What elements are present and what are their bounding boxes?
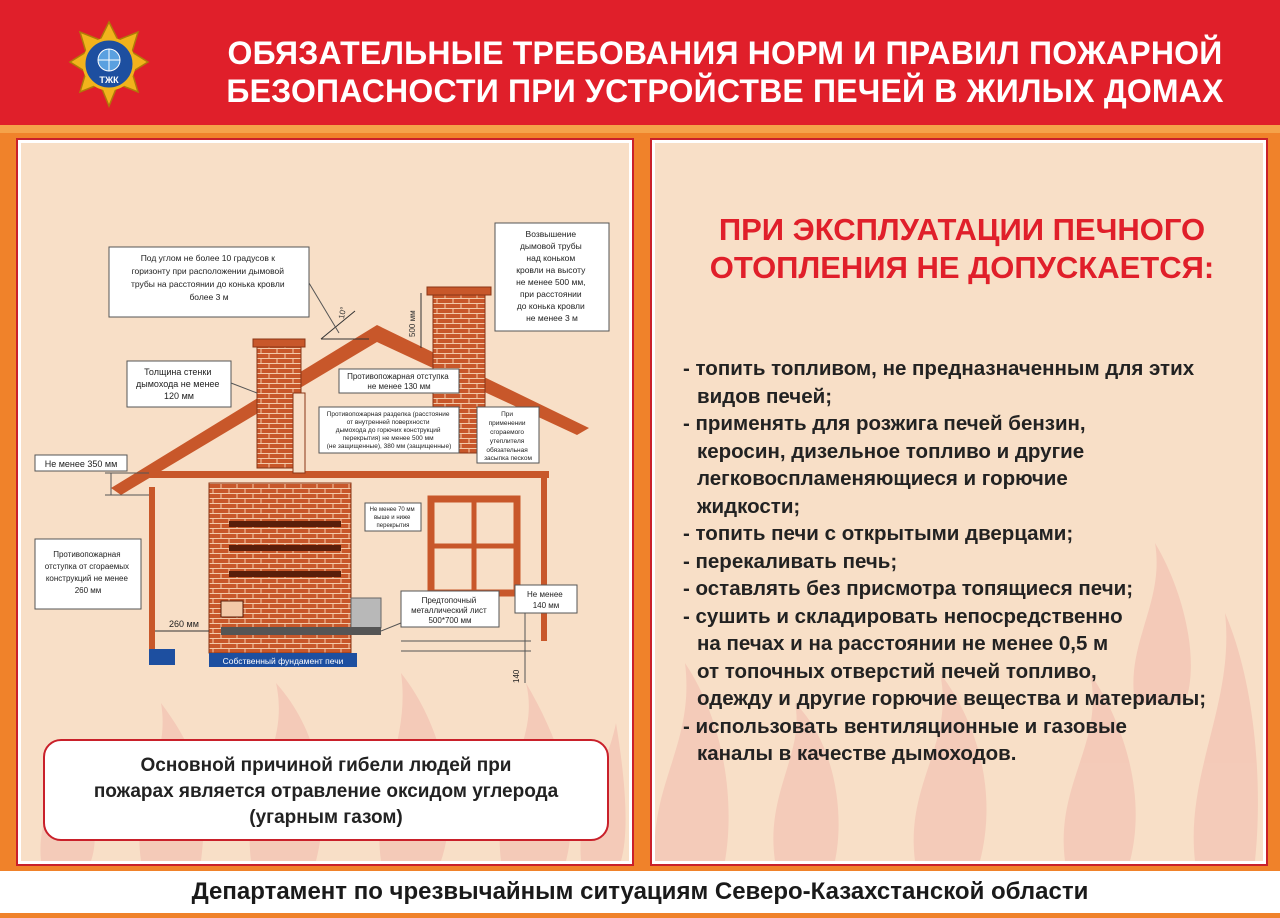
svg-text:Возвышение дымовой тру: Возвышение дымовой трубы над коньком кровли на высоту не менее 500 мм, при расстоянии до конька кровли не менее 3 м [516,229,586,323]
prohibited-heading-line: ОТОПЛЕНИЯ НЕ ДОПУСКАЕТСЯ: [709,250,1215,285]
header-banner [0,0,1280,125]
prohibited-actions-list [683,355,1263,768]
emergency-emblem-logo [68,20,150,112]
metal-sheet [221,627,381,635]
callout-min-350 [35,455,149,495]
list-item: - оставлять без присмотра топящиеся печи; [683,577,1134,600]
prohibited-heading-line: ПРИ ЭКСПЛУАТАЦИИ ПЕЧНОГО [718,212,1206,247]
list-item: - использовать вентиляционные и газовые каналы в качестве дымоходов. [683,714,1127,765]
svg-text:Противопожарная отступка: Противопожарная отступка не менее 130 мм [347,372,449,391]
svg-text:Под углом не более 10 градусов: Под углом не более 10 градусов к горизонту при расположении дымовой трубы на расстоянии до конька кровли более 3 м [131,253,285,302]
svg-text:Не менее 350 мм: Не менее 350 мм [44,459,118,469]
svg-text:Не менее 70 мм выше и: Не менее 70 мм выше и ниже перекрытия [369,507,415,529]
callout-wall-thickness [127,361,257,407]
footer-department: Департамент по чрезвычайным ситуациям Северо-Казахстанской области [0,871,1280,913]
ceiling-beam [149,471,549,478]
svg-text:Не менее 140 мм: Не менее 140 мм [527,590,563,610]
angle-value: 10° [337,306,349,320]
list-item: - перекаливать печь; [683,549,898,573]
stove-chimney-diagram [21,143,629,703]
list-item: - топить печи с открытыми дверцами; [683,522,1074,545]
callout-metal-sheet [381,591,499,631]
carbon-monoxide-warning [43,739,609,841]
house-window [431,499,517,593]
house-wall [541,471,547,641]
svg-text:Толщина стенки дымоход: Толщина стенки дымохода не менее 120 мм [136,367,220,401]
footer-strip [0,913,1280,918]
wall-foundation [149,649,175,665]
list-item: - сушить и складировать непосредственно на печах и на расстоянии не менее 0,5 м от топочных отверстий печей топливо, одежду и другие горючие вещества и материалы; [683,604,1207,710]
prohibited-actions-panel [652,140,1266,864]
stove-door [221,601,243,617]
warning-line: пожарах является отравление оксидом углерода [93,781,559,802]
stove-step [351,598,381,628]
callout-insulation [477,407,539,463]
warning-line: Основной причиной гибели людей при [140,755,512,776]
callout-chimney-rise [495,223,609,331]
callout-roof-clearance [339,369,459,393]
dim-140: 140 [512,669,521,683]
page-title-line: ОБЯЗАТЕЛЬНЫЕ ТРЕБОВАНИЯ НОРМ И ПРАВИЛ ПОЖАРНОЙ [227,35,1223,71]
svg-text:При применении: При применении сгораемого утеплителя обязательная засыпка песком [484,411,532,462]
callout-fire-cutting [319,407,459,453]
dim-260: 260 мм [169,619,199,629]
logo-text: ТЖК [99,75,119,85]
list-item: - применять для розжига печей бензин, керосин, дизельное топливо и другие легковоспламеняющиеся и горючие жидкости; [683,412,1086,518]
svg-text:Противопожарная отступ: Противопожарная отступка от сгораемых конструкций не менее 260 мм [44,550,129,595]
page-title-line: БЕЗОПАСНОСТИ ПРИ УСТРОЙСТВЕ ПЕЧЕЙ В ЖИЛЫХ ДОМАХ [226,73,1224,109]
height-label: 500 мм [408,310,417,337]
svg-text:Предтопочный металличе: Предтопочный металлический лист 500*700 мм [411,596,487,625]
stove-diagram-panel [18,140,632,864]
callout-angle-note [109,247,339,333]
warning-line: (угарным газом) [249,807,403,828]
foundation-label: Собственный фундамент печи [222,656,344,666]
callout-wall-clearance [35,539,141,609]
svg-text:Противопожарная разделка (расс: Противопожарная разделка (расстояние от внутренней поверхности дымохода до горючих конструкций перекрытия) не менее 500 мм (не защищенные), 380 мм (защищенные) [326,411,452,450]
prohibited-heading [655,211,1269,287]
page-title [180,34,1270,110]
header-divider [0,125,1280,133]
house-wall [149,487,155,649]
callout-ceiling-gap [365,503,421,531]
list-item: - топить топливом, не предназначенным для этих видов печей; [683,357,1195,408]
